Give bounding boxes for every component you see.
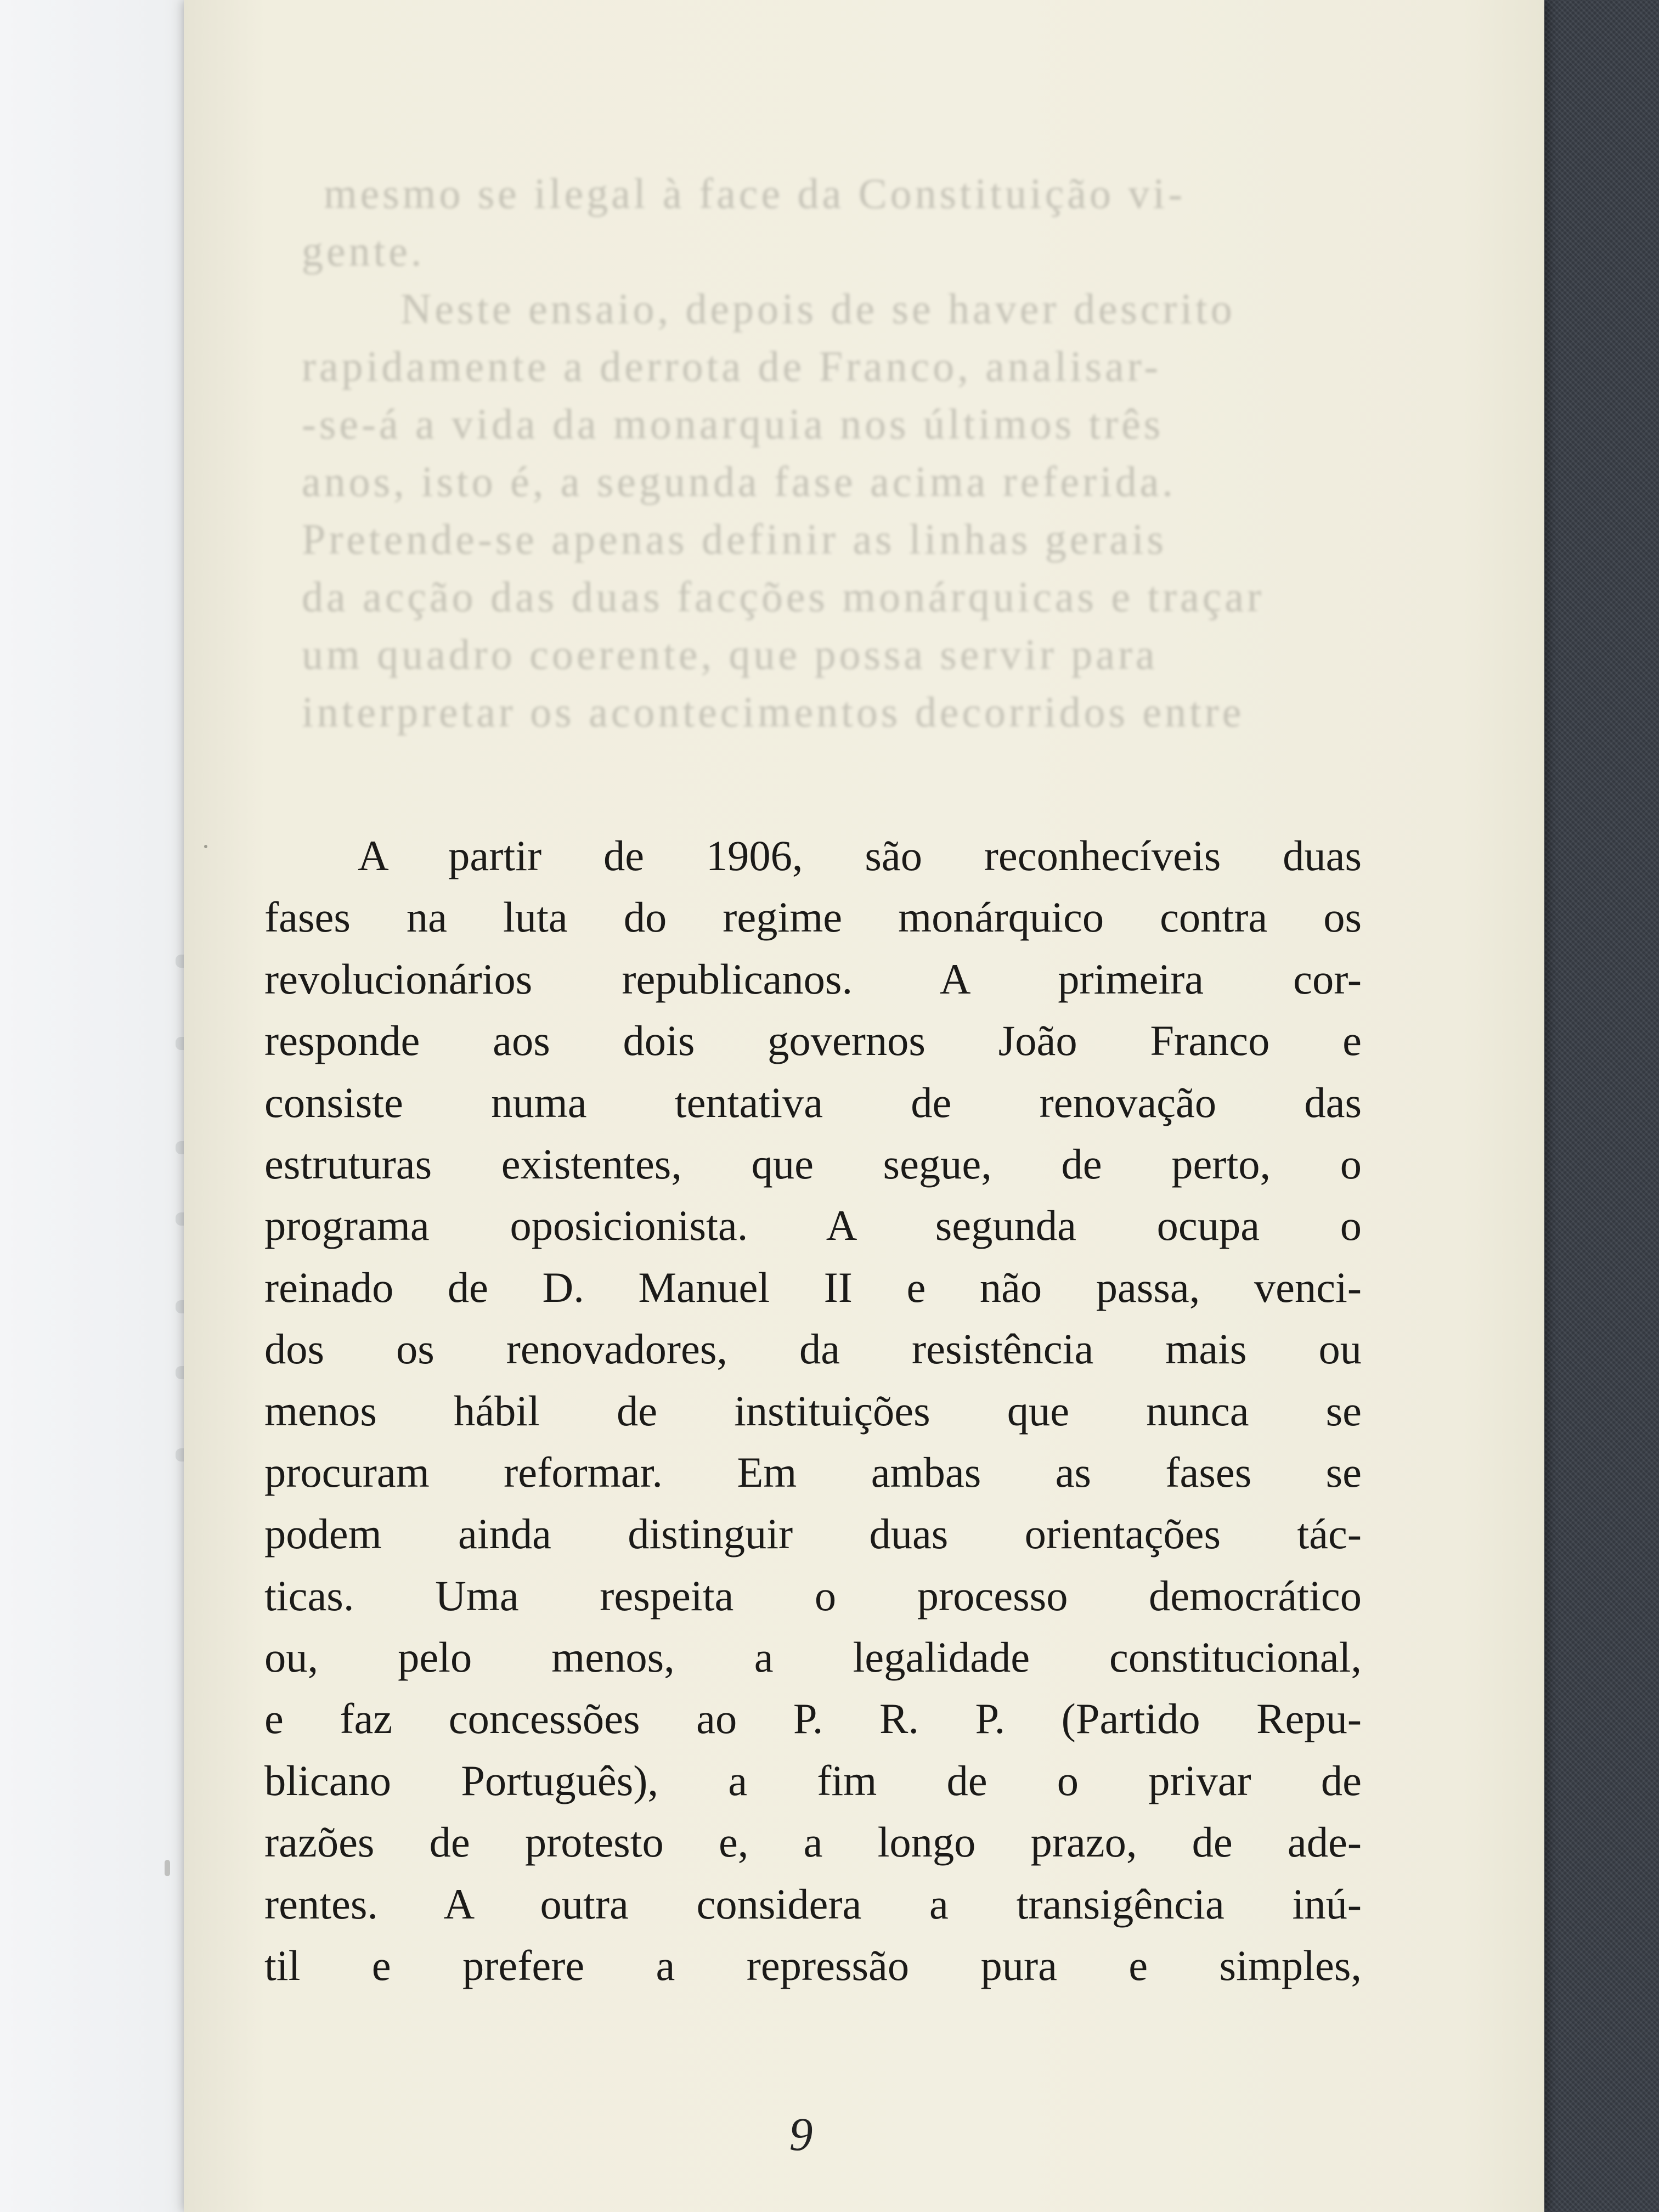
show-through-line: um quadro coerente, que possa servir para bbox=[302, 630, 1158, 678]
paragraph-line: responde aos dois governos João Franco e bbox=[264, 1017, 1362, 1065]
paragraph-line: til e prefere a repressão pura e simples, bbox=[264, 1942, 1362, 1990]
show-through-line: Pretende-se apenas definir as linhas gerais bbox=[302, 515, 1167, 563]
show-through-line: rapidamente a derrota de Franco, analisar- bbox=[302, 342, 1162, 390]
paragraph-line: procuram reformar. Em ambas as fases se bbox=[264, 1448, 1362, 1496]
show-through-line: mesmo se ilegal à face da Constituição vi- bbox=[324, 170, 1186, 217]
paragraph-line: estruturas existentes, que segue, de perto, o bbox=[264, 1139, 1362, 1188]
show-through-line: gente. bbox=[302, 227, 425, 275]
main-paragraph bbox=[264, 825, 1362, 1996]
paragraph-line: dos os renovadores, da resistência mais ou bbox=[264, 1325, 1362, 1373]
show-through-text bbox=[291, 165, 1350, 839]
paragraph-line: ou, pelo menos, a legalidade constitucional, bbox=[264, 1633, 1362, 1681]
paragraph-line: razões de protesto e, a longo prazo, de ade- bbox=[264, 1818, 1362, 1866]
fabric-background bbox=[1531, 0, 1659, 2212]
paragraph-line: blicano Português), a fim de o privar de bbox=[264, 1756, 1362, 1804]
show-through-line: Neste ensaio, depois de se haver descrito bbox=[400, 285, 1235, 332]
paragraph-line: A partir de 1906, são reconhecíveis duas bbox=[358, 832, 1362, 879]
show-through-line: anos, isto é, a segunda fase acima referida. bbox=[302, 458, 1176, 505]
show-through-line: -se-á a vida da monarquia nos últimos três bbox=[302, 400, 1164, 448]
paper-mark bbox=[165, 1860, 170, 1876]
paragraph-line: menos hábil de instituições que nunca se bbox=[264, 1386, 1362, 1435]
paragraph-line: consiste numa tentativa de renovação das bbox=[264, 1078, 1362, 1126]
paragraph-line: reinado de D. Manuel II e não passa, venci- bbox=[264, 1263, 1362, 1311]
paragraph-line: e faz concessões ao P. R. P. (Partido Repu- bbox=[264, 1695, 1362, 1743]
show-through-line: da acção das duas facções monárquicas e traçar bbox=[302, 573, 1265, 620]
paragraph-line: ticas. Uma respeita o processo democrático bbox=[264, 1571, 1362, 1620]
paragraph-line: rentes. A outra considera a transigência inú- bbox=[264, 1880, 1362, 1928]
paper-speck bbox=[204, 845, 207, 848]
page-number: 9 bbox=[789, 2108, 813, 2160]
show-through-line: interpretar os acontecimentos decorridos entre bbox=[302, 688, 1245, 736]
paragraph-line: fases na luta do regime monárquico contra os bbox=[264, 893, 1362, 941]
paragraph-line: podem ainda distinguir duas orientações tác- bbox=[264, 1510, 1362, 1558]
paragraph-line: revolucionários republicanos. A primeira cor- bbox=[264, 955, 1362, 1003]
paragraph-line: programa oposicionista. A segunda ocupa o bbox=[264, 1201, 1362, 1250]
